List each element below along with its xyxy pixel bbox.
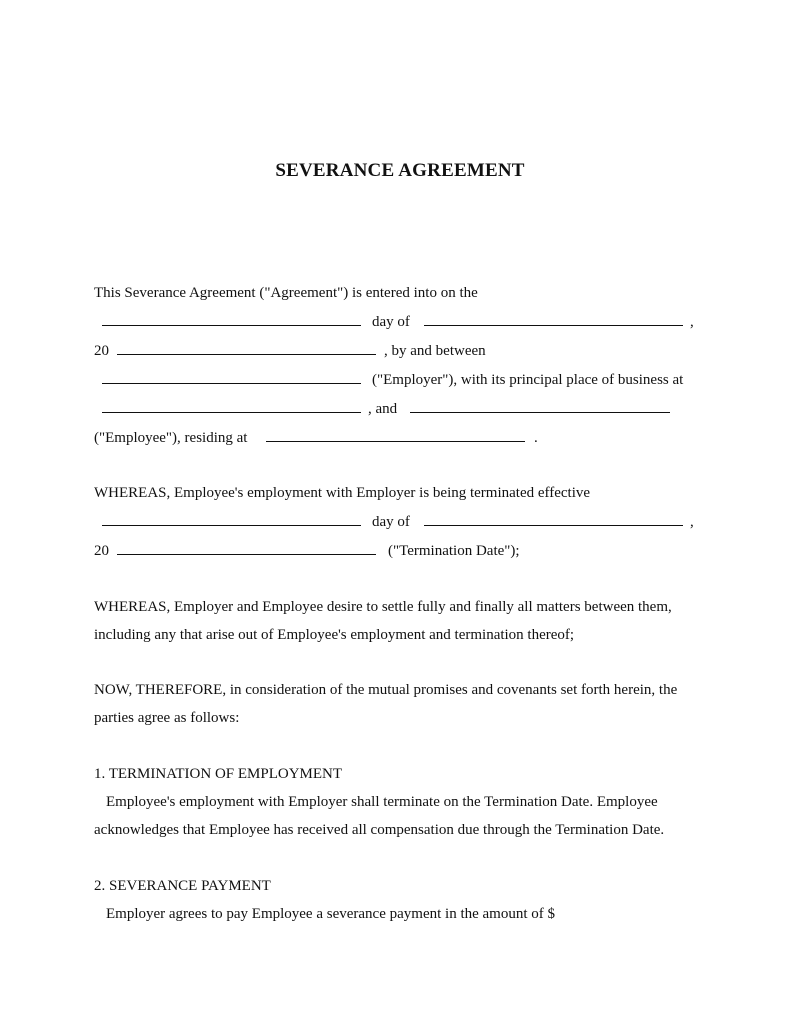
termination-date-label: ("Termination Date");	[388, 543, 520, 559]
comma-label: ,	[690, 314, 694, 330]
employer-name-blank[interactable]	[102, 383, 361, 384]
employee-residing-label: ("Employee"), residing at	[94, 430, 248, 446]
whereas-2-line-2: including any that arise out of Employee's employment and termination thereof;	[94, 627, 575, 643]
effective-day-blank[interactable]	[102, 525, 361, 526]
effective-day-of-label: day of	[372, 514, 410, 530]
employee-address-blank[interactable]	[266, 441, 525, 442]
section-2-line-1: Employer agrees to pay Employee a severance payment in the amount of $	[106, 906, 556, 922]
now-therefore-line-1: NOW, THEREFORE, in consideration of the mutual promises and covenants set forth herein, the	[94, 682, 678, 698]
document-title: SEVERANCE AGREEMENT	[275, 160, 525, 181]
section-1-heading: 1. TERMINATION OF EMPLOYMENT	[94, 766, 343, 782]
effective-year-prefix-label: 20	[94, 543, 109, 559]
month-blank[interactable]	[424, 325, 683, 326]
now-therefore-line-2: parties agree as follows:	[94, 710, 240, 726]
year-prefix-label: 20	[94, 343, 109, 359]
employee-name-blank[interactable]	[410, 412, 670, 413]
effective-year-blank[interactable]	[117, 554, 376, 555]
year-blank[interactable]	[117, 354, 376, 355]
by-and-between-label: , by and between	[384, 343, 486, 359]
section-1-line-1: Employee's employment with Employer shall terminate on the Termination Date. Employee	[106, 794, 658, 810]
day-of-label: day of	[372, 314, 410, 330]
intro-line-1: This Severance Agreement ("Agreement") is entered into on the	[94, 285, 478, 301]
whereas-2-line-1: WHEREAS, Employer and Employee desire to settle fully and finally all matters between them,	[94, 599, 672, 615]
effective-month-blank[interactable]	[424, 525, 683, 526]
section-2-heading: 2. SEVERANCE PAYMENT	[94, 878, 271, 894]
period-label: .	[534, 430, 538, 446]
day-blank[interactable]	[102, 325, 361, 326]
section-1-line-2: acknowledges that Employee has received all compensation due through the Termination Date.	[94, 822, 665, 838]
and-label: , and	[368, 401, 398, 417]
whereas-1-line-1: WHEREAS, Employee's employment with Employer is being terminated effective	[94, 485, 591, 501]
effective-comma-label: ,	[690, 514, 694, 530]
employer-place-label: ("Employer"), with its principal place of business at	[372, 372, 684, 388]
employer-address-blank[interactable]	[102, 412, 361, 413]
